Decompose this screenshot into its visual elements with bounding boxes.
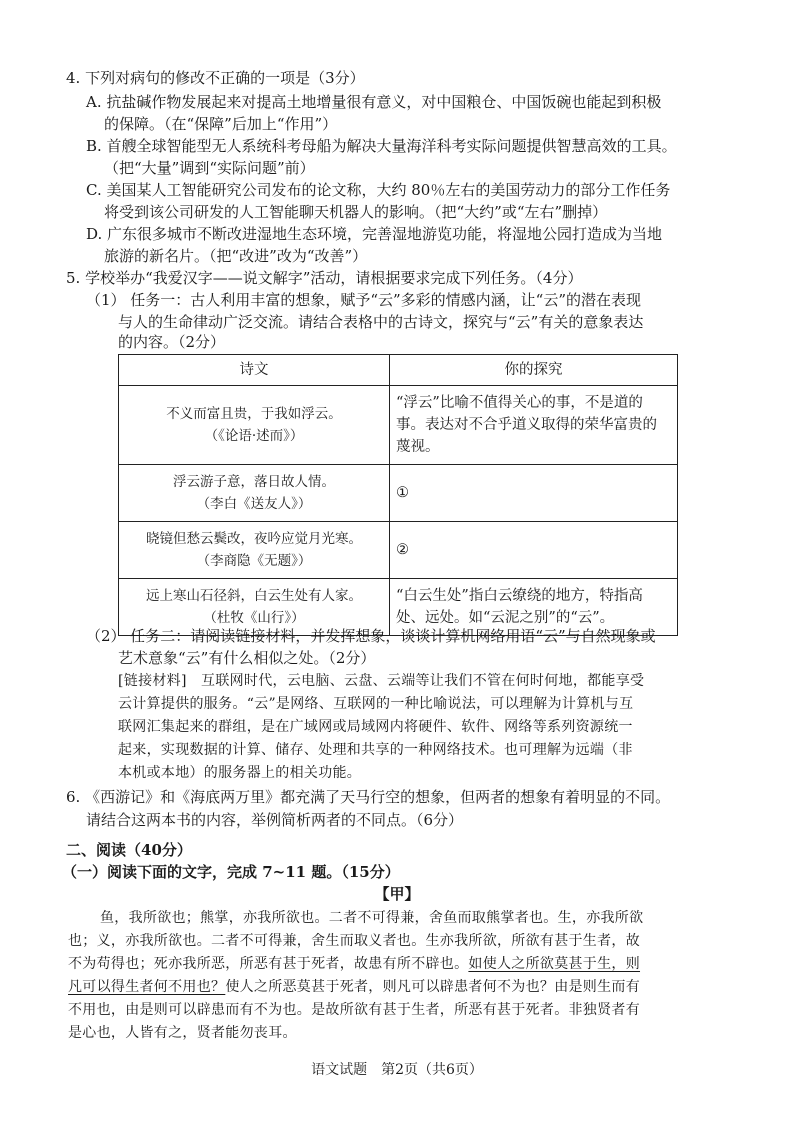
header-poem: 诗文 [119,355,390,386]
poem-line: 晓镜但愁云鬓改，夜吟应觉月光寒。 [146,531,362,547]
q5-stem: 5. 学校举办“我爱汉字——说文解字”活动，请根据要求完成下列任务。（4分） [66,269,583,287]
link-material-tag: 链接材料 [123,673,181,689]
table-row [119,522,678,579]
page-footer: 语文试题 第2页（共6页） [311,1062,483,1078]
poem-line: 浮云游子意，落日故人情。 [173,474,335,490]
q4-option-b-line2: （把“大量”调到“实际问题”前） [104,159,315,177]
poem-source: （《论语·述而》） [204,428,304,444]
answer-cell: “白云生处”指白云缭绕的地方，特指高处、远处。如“云泥之别”的“云”。 [390,579,678,636]
poem-table-header [119,355,678,386]
q4-option-c-line2: 将受到该公司研发的人工智能聊天机器人的影响。（把“大约”或“左右”删掉） [104,203,608,221]
passage-line6: 是心也，人皆有之，贤者能勿丧耳。 [68,1025,297,1041]
link-material-line4: 起来，实现数据的计算、储存、处理和共享的一种网络技术。也可理解为远端（非 [118,742,633,758]
q5-task2-line2: 艺术意象“云”有什么相似之处。（2分） [118,649,376,667]
poem-source: （李商隐《无题》） [196,553,312,569]
q4-option-b-line1: B. 首艘全球智能型无人系统科考母船为解决大量海洋科考实际问题提供智慧高效的工具。 [86,137,677,155]
q4-option-a-line1: A. 抗盐碱作物发展起来对提高土地增量很有意义，对中国粮仓、中国饭碗也能起到积极 [86,93,662,111]
q5-task1-line3: 的内容。（2分） [118,333,226,351]
header-explore: 你的探究 [390,355,678,386]
passage-line1: 鱼，我所欲也；熊掌，亦我所欲也。二者不可得兼，舍鱼而取熊掌者也。生，亦我所欲 [100,910,644,926]
q4-option-d-line1: D. 广东很多城市不断改进湿地生态环境，完善湿地游览功能，将湿地公园打造成为当地 [86,225,663,243]
q4-stem: 4. 下列对病句的修改不正确的一项是（3分） [66,69,365,87]
poem-line: 不义而富且贵，于我如浮云。 [166,406,342,422]
q5-task2-line1: （2） 任务二：请阅读链接材料，并发挥想象，谈谈计算机网络用语“云”与自然现象或 [86,627,656,645]
poem-cell [119,522,390,579]
passage-underlined: 如使人之所欲莫甚于生，则 [468,956,641,972]
q6-line1: 6. 《西游记》和《海底两万里》都充满了天马行空的想象，但两者的想象有着明显的不同。 [66,788,671,806]
q5-task1-line2: 与人的生命律动广泛交流。请结合表格中的古诗文，探究与“云”有关的意象表达 [118,313,644,331]
table-row [119,465,678,522]
passage-underlined: 凡可以得生者何不用也？ [68,979,226,995]
passage-label: 【甲】 [374,885,420,903]
passage-text: 不为苟得也；死亦我所恶，所恶有甚于死者，故患有所不辟也。 [68,956,469,972]
passage-line4 [68,977,640,998]
poem-line: 远上寒山石径斜，白云生处有人家。 [146,588,362,604]
q4-option-c-line1: C. 美国某人工智能研究公司发布的论文称，大约 80％左右的美国劳动力的部分工作任务 [86,181,671,199]
poem-source: （杜牧《山行》） [203,610,305,626]
link-material-line2: 云计算提供的服务。“云”是网络、互联网的一种比喻说法，可以理解为计算机与互 [118,696,634,712]
poem-source: （李白《送友人》） [196,496,312,512]
answer-blank-2: ② [390,522,678,579]
passage-line3 [68,954,640,975]
q4-option-d-line2: 旅游的新名片。（把“改进”改为“改善”） [104,247,368,265]
passage-line5: 不用也，由是则可以辟患而有不为也。是故所欲有甚于生者，所恶有甚于死者。非独贤者有 [68,1002,640,1018]
answer-blank-1: ① [390,465,678,522]
q4-option-a-line2: 的保障。（在“保障”后加上“作用”） [104,115,338,133]
section-title: 二、阅读（40分） [66,841,192,859]
passage-text: 使人之所恶莫甚于死者，则凡可以辟患者何不为也？由是则生而有 [225,979,641,995]
link-material-text: 互联网时代，云电脑、云盘、云端等让我们不管在何时何地，都能享受 [201,673,645,689]
poem-cell [119,386,390,465]
link-material-line5: 本机或本地）的服务器上的相关功能。 [118,765,362,781]
q5-task1-line1: （1） 任务一：古人利用丰富的想象，赋予“云”多彩的情感内涵，让“云”的潜在表现 [86,291,641,309]
passage-line2: 也；义，亦我所欲也。二者不可得兼，舍生而取义者也。生亦我所欲，所欲有甚于生者，故 [68,933,640,949]
link-material-line1: [链接材料] 互联网时代，云电脑、云盘、云端等让我们不管在何时何地，都能享受 [118,673,645,689]
answer-cell: “浮云”比喻不值得关心的事，不是道的事。表达对不合乎道义取得的荣华富贵的蔑视。 [390,386,678,465]
poem-cell [119,465,390,522]
q6-line2: 请结合这两本书的内容，举例简析两者的不同点。（6分） [86,811,464,829]
table-row [119,386,678,465]
link-material-line3: 联网汇集起来的群组，是在广域网或局域网内将硬件、软件、网络等系列资源统一 [118,719,633,735]
poem-table [118,354,678,636]
subsection-title: （一）阅读下面的文字，完成 7~11 题。（15分） [62,863,400,881]
